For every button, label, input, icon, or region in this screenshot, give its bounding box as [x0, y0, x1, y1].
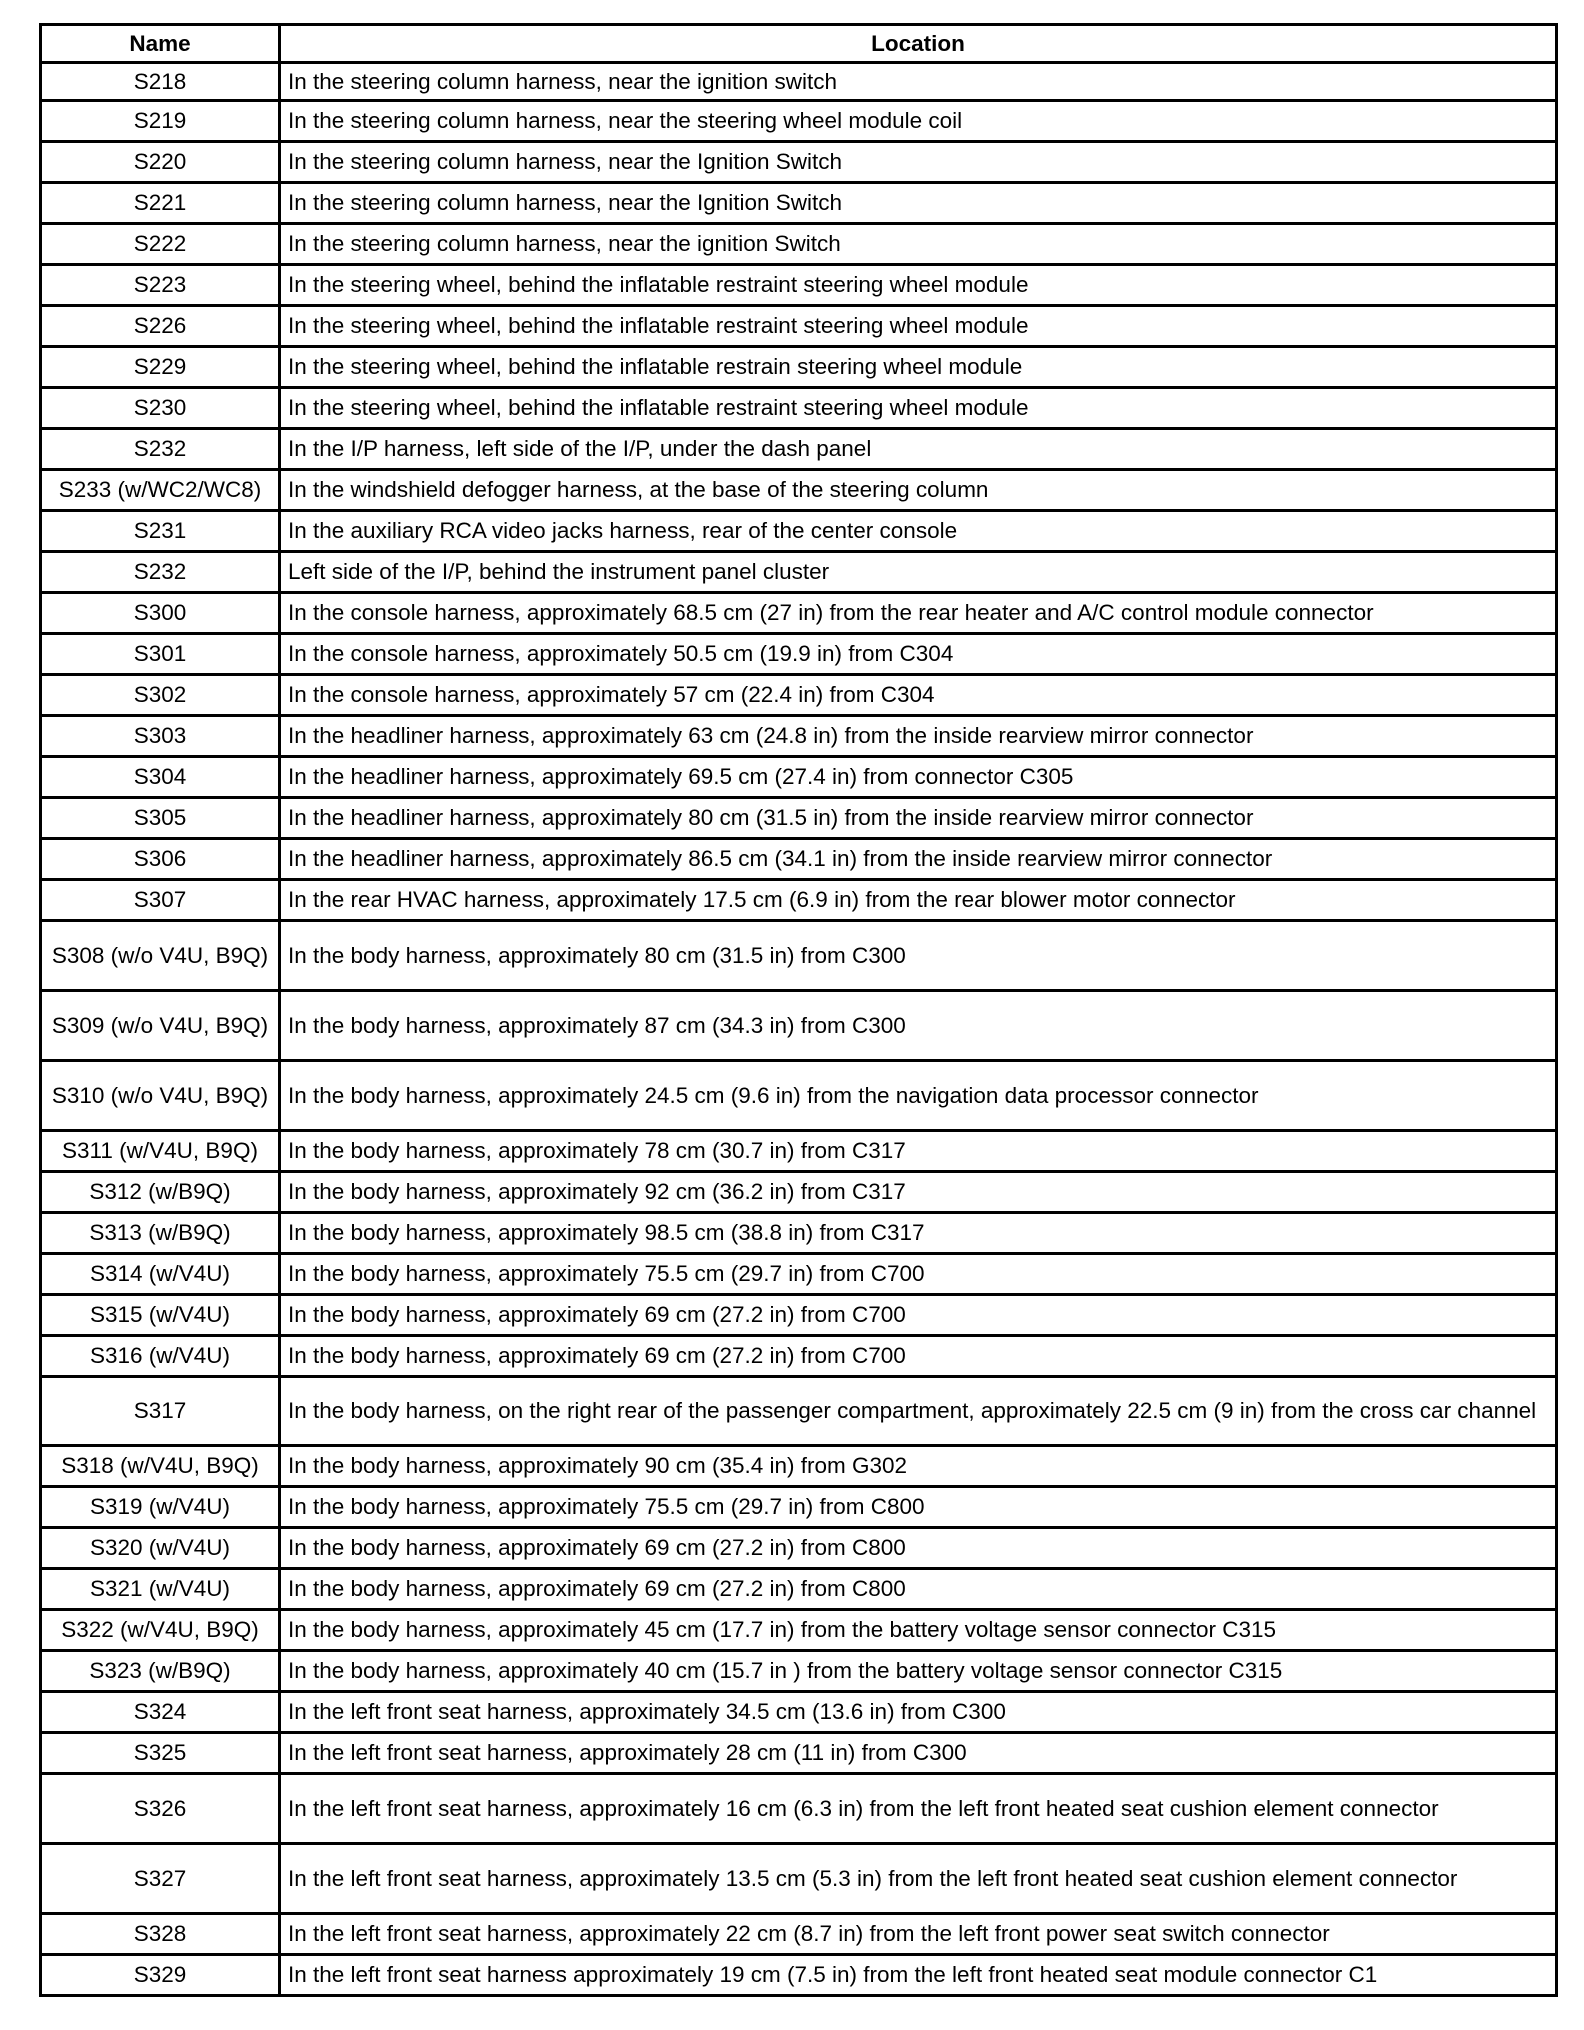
splice-location-cell: In the body harness, approximately 69 cm (27.2 in) from C800	[280, 1528, 1557, 1569]
splice-name-cell: S321 (w/V4U)	[41, 1569, 280, 1610]
splice-location-cell: In the headliner harness, approximately 63 cm (24.8 in) from the inside rearview mirror connector	[280, 716, 1557, 757]
table-row	[41, 1569, 1557, 1610]
splice-name-cell: S310 (w/o V4U, B9Q)	[41, 1061, 280, 1131]
splice-location-cell: In the headliner harness, approximately 86.5 cm (34.1 in) from the inside rearview mirror connector	[280, 839, 1557, 880]
splice-location-cell: In the body harness, approximately 69 cm (27.2 in) from C700	[280, 1336, 1557, 1377]
splice-name-cell: S311 (w/V4U, B9Q)	[41, 1131, 280, 1172]
splice-name-cell: S219	[41, 101, 280, 142]
splice-name-cell: S323 (w/B9Q)	[41, 1651, 280, 1692]
splice-location-cell: In the steering column harness, near the ignition Switch	[280, 224, 1557, 265]
table-row	[41, 1213, 1557, 1254]
splice-location-cell: In the left front seat harness approximately 19 cm (7.5 in) from the left front heated seat module connector C1	[280, 1955, 1557, 1996]
splice-name-cell: S302	[41, 675, 280, 716]
table-row	[41, 798, 1557, 839]
splice-location-cell: In the steering column harness, near the ignition switch	[280, 63, 1557, 101]
splice-name-cell: S231	[41, 511, 280, 552]
splice-name-cell: S232	[41, 429, 280, 470]
table-row	[41, 429, 1557, 470]
splice-location-cell: In the left front seat harness, approximately 16 cm (6.3 in) from the left front heated seat cushion element connector	[280, 1774, 1557, 1844]
splice-location-cell: In the body harness, on the right rear of the passenger compartment, approximately 22.5 cm (9 in) from the cross car channel	[280, 1377, 1557, 1446]
splice-name-cell: S305	[41, 798, 280, 839]
splice-name-cell: S232	[41, 552, 280, 593]
table-row	[41, 1131, 1557, 1172]
splice-location-cell: In the headliner harness, approximately 80 cm (31.5 in) from the inside rearview mirror connector	[280, 798, 1557, 839]
splice-name-cell: S218	[41, 63, 280, 101]
splice-name-cell: S328	[41, 1914, 280, 1955]
splice-location-cell: In the body harness, approximately 45 cm (17.7 in) from the battery voltage sensor connector C315	[280, 1610, 1557, 1651]
splice-name-cell: S300	[41, 593, 280, 634]
splice-location-cell: In the body harness, approximately 90 cm (35.4 in) from G302	[280, 1446, 1557, 1487]
table-row	[41, 921, 1557, 991]
table-row	[41, 1610, 1557, 1651]
table-row	[41, 880, 1557, 921]
splice-location-cell: In the body harness, approximately 87 cm (34.3 in) from C300	[280, 991, 1557, 1061]
table-row	[41, 1733, 1557, 1774]
table-row	[41, 265, 1557, 306]
table-row	[41, 1254, 1557, 1295]
splice-location-cell: In the steering column harness, near the steering wheel module coil	[280, 101, 1557, 142]
splice-name-cell: S324	[41, 1692, 280, 1733]
splice-location-cell: In the body harness, approximately 75.5 cm (29.7 in) from C700	[280, 1254, 1557, 1295]
table-row	[41, 1692, 1557, 1733]
splice-name-cell: S226	[41, 306, 280, 347]
table-row	[41, 1336, 1557, 1377]
splice-name-cell: S326	[41, 1774, 280, 1844]
splice-location-cell: In the body harness, approximately 69 cm (27.2 in) from C800	[280, 1569, 1557, 1610]
splice-location-cell: In the console harness, approximately 50.5 cm (19.9 in) from C304	[280, 634, 1557, 675]
table-row	[41, 511, 1557, 552]
splice-name-cell: S327	[41, 1844, 280, 1914]
splice-name-cell: S220	[41, 142, 280, 183]
splice-location-cell: In the body harness, approximately 69 cm (27.2 in) from C700	[280, 1295, 1557, 1336]
table-row	[41, 1528, 1557, 1569]
splice-location-cell: In the left front seat harness, approximately 13.5 cm (5.3 in) from the left front heated seat cushion element connector	[280, 1844, 1557, 1914]
splice-location-cell: In the steering wheel, behind the inflatable restraint steering wheel module	[280, 306, 1557, 347]
splice-location-cell: In the body harness, approximately 78 cm (30.7 in) from C317	[280, 1131, 1557, 1172]
table-row	[41, 388, 1557, 429]
table-row	[41, 757, 1557, 798]
splice-name-cell: S309 (w/o V4U, B9Q)	[41, 991, 280, 1061]
table-row	[41, 306, 1557, 347]
table-row	[41, 183, 1557, 224]
table-row	[41, 991, 1557, 1061]
splice-location-table	[39, 23, 1558, 1997]
table-row	[41, 1844, 1557, 1914]
table-row	[41, 1487, 1557, 1528]
splice-name-cell: S223	[41, 265, 280, 306]
splice-location-cell: Left side of the I/P, behind the instrument panel cluster	[280, 552, 1557, 593]
table-row	[41, 1774, 1557, 1844]
splice-name-cell: S320 (w/V4U)	[41, 1528, 280, 1569]
splice-location-cell: In the windshield defogger harness, at the base of the steering column	[280, 470, 1557, 511]
splice-name-cell: S221	[41, 183, 280, 224]
table-row	[41, 1446, 1557, 1487]
splice-location-cell: In the body harness, approximately 98.5 cm (38.8 in) from C317	[280, 1213, 1557, 1254]
splice-name-cell: S329	[41, 1955, 280, 1996]
table-row	[41, 1955, 1557, 1996]
splice-name-cell: S307	[41, 880, 280, 921]
table-row	[41, 1061, 1557, 1131]
splice-name-cell: S316 (w/V4U)	[41, 1336, 280, 1377]
table-row	[41, 716, 1557, 757]
splice-name-cell: S303	[41, 716, 280, 757]
table-row	[41, 224, 1557, 265]
splice-location-cell: In the body harness, approximately 40 cm (15.7 in ) from the battery voltage sensor connector C315	[280, 1651, 1557, 1692]
splice-location-cell: In the steering column harness, near the Ignition Switch	[280, 183, 1557, 224]
splice-location-cell: In the body harness, approximately 75.5 cm (29.7 in) from C800	[280, 1487, 1557, 1528]
splice-name-cell: S233 (w/WC2/WC8)	[41, 470, 280, 511]
splice-location-cell: In the steering wheel, behind the inflatable restrain steering wheel module	[280, 347, 1557, 388]
table-row	[41, 1377, 1557, 1446]
splice-location-cell: In the headliner harness, approximately 69.5 cm (27.4 in) from connector C305	[280, 757, 1557, 798]
splice-location-cell: In the I/P harness, left side of the I/P, under the dash panel	[280, 429, 1557, 470]
splice-location-cell: In the console harness, approximately 68.5 cm (27 in) from the rear heater and A/C control module connector	[280, 593, 1557, 634]
splice-location-cell: In the console harness, approximately 57 cm (22.4 in) from C304	[280, 675, 1557, 716]
splice-name-cell: S301	[41, 634, 280, 675]
table-row	[41, 593, 1557, 634]
table-row	[41, 552, 1557, 593]
splice-location-cell: In the body harness, approximately 92 cm (36.2 in) from C317	[280, 1172, 1557, 1213]
splice-name-cell: S308 (w/o V4U, B9Q)	[41, 921, 280, 991]
splice-name-cell: S304	[41, 757, 280, 798]
splice-name-cell: S322 (w/V4U, B9Q)	[41, 1610, 280, 1651]
column-header-location: Location	[280, 25, 1557, 63]
splice-name-cell: S325	[41, 1733, 280, 1774]
table-row	[41, 1295, 1557, 1336]
splice-name-cell: S230	[41, 388, 280, 429]
column-header-name: Name	[41, 25, 280, 63]
table-row	[41, 347, 1557, 388]
splice-name-cell: S319 (w/V4U)	[41, 1487, 280, 1528]
splice-location-cell: In the left front seat harness, approximately 22 cm (8.7 in) from the left front power seat switch connector	[280, 1914, 1557, 1955]
table-row	[41, 101, 1557, 142]
table-row	[41, 675, 1557, 716]
splice-name-cell: S229	[41, 347, 280, 388]
splice-location-cell: In the left front seat harness, approximately 28 cm (11 in) from C300	[280, 1733, 1557, 1774]
splice-location-cell: In the steering column harness, near the Ignition Switch	[280, 142, 1557, 183]
splice-name-cell: S222	[41, 224, 280, 265]
splice-name-cell: S314 (w/V4U)	[41, 1254, 280, 1295]
splice-name-cell: S313 (w/B9Q)	[41, 1213, 280, 1254]
table-row	[41, 1172, 1557, 1213]
splice-location-cell: In the steering wheel, behind the inflatable restraint steering wheel module	[280, 265, 1557, 306]
table-row	[41, 142, 1557, 183]
splice-name-cell: S318 (w/V4U, B9Q)	[41, 1446, 280, 1487]
splice-location-cell: In the left front seat harness, approximately 34.5 cm (13.6 in) from C300	[280, 1692, 1557, 1733]
splice-location-cell: In the steering wheel, behind the inflatable restraint steering wheel module	[280, 388, 1557, 429]
table-row	[41, 839, 1557, 880]
splice-name-cell: S317	[41, 1377, 280, 1446]
splice-name-cell: S306	[41, 839, 280, 880]
table-body	[41, 63, 1557, 1996]
splice-location-cell: In the auxiliary RCA video jacks harness, rear of the center console	[280, 511, 1557, 552]
table-header-row	[41, 25, 1557, 63]
table-row	[41, 470, 1557, 511]
splice-name-cell: S312 (w/B9Q)	[41, 1172, 280, 1213]
splice-location-cell: In the body harness, approximately 80 cm (31.5 in) from C300	[280, 921, 1557, 991]
table-row	[41, 634, 1557, 675]
splice-location-cell: In the body harness, approximately 24.5 cm (9.6 in) from the navigation data processor connector	[280, 1061, 1557, 1131]
splice-name-cell: S315 (w/V4U)	[41, 1295, 280, 1336]
table-row	[41, 1651, 1557, 1692]
table-row	[41, 63, 1557, 101]
table-row	[41, 1914, 1557, 1955]
splice-location-cell: In the rear HVAC harness, approximately 17.5 cm (6.9 in) from the rear blower motor connector	[280, 880, 1557, 921]
